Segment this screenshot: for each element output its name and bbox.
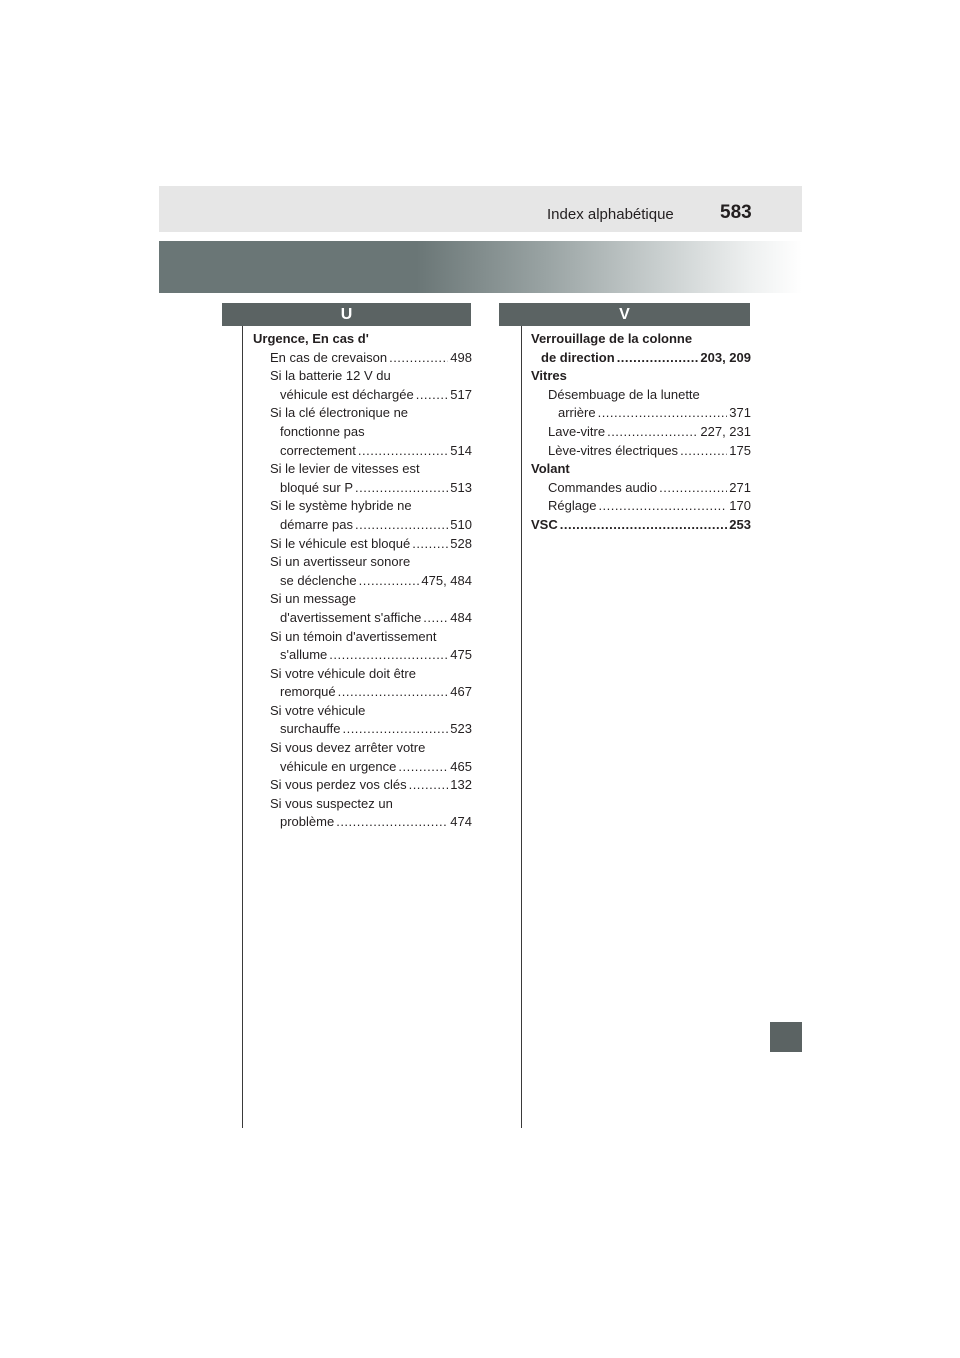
index-items-u [253, 349, 472, 832]
entry-text: Si un message [270, 591, 356, 607]
dot-leader [598, 497, 727, 516]
index-entry [253, 367, 472, 404]
page-ref: 484 [450, 609, 472, 625]
section-letter-v: V [499, 303, 750, 326]
page-ref: 203, 209 [700, 349, 751, 365]
dot-leader [336, 813, 448, 832]
dot-leader [342, 720, 448, 739]
index-entry-leve-vitres [531, 442, 751, 461]
dot-leader [389, 349, 448, 368]
page-ref: 253 [729, 516, 751, 532]
entry-text: Si vous devez arrêter votre [270, 740, 426, 756]
dot-leader [617, 349, 699, 368]
dot-leader [607, 423, 698, 442]
entry-text: bloqué sur P [280, 479, 353, 495]
page-ref: 175 [729, 442, 751, 458]
page-ref: 132 [450, 777, 472, 793]
entry-text: s'allume [280, 647, 328, 663]
entry-text: Si un témoin d'avertissement [270, 628, 437, 644]
index-entry [253, 776, 472, 795]
header-bar [159, 186, 802, 232]
page-ref: 513 [450, 479, 472, 495]
index-entry [253, 404, 472, 460]
index-column-u [253, 330, 472, 832]
entry-text: Lève-vitres électriques [548, 442, 679, 458]
page-ref: 528 [450, 535, 472, 551]
leader-line [270, 646, 472, 665]
entry-text: Si le véhicule est bloqué [270, 535, 411, 551]
index-entry [253, 702, 472, 739]
leader-line [270, 720, 472, 739]
index-heading-vitres: Vitres [531, 368, 567, 384]
index-entry-commandes-audio [531, 479, 751, 498]
leader-line [270, 758, 472, 777]
index-entry [253, 590, 472, 627]
entry-text: VSC [531, 516, 558, 532]
leader-line [270, 442, 472, 461]
index-entry [253, 535, 472, 554]
index-entry-verrouillage [531, 330, 751, 367]
dot-leader [680, 442, 727, 461]
page-ref: 227, 231 [700, 423, 751, 439]
index-heading-volant: Volant [531, 461, 570, 477]
dot-leader [659, 479, 727, 498]
entry-text: correctement [280, 442, 356, 458]
index-entry [253, 349, 472, 368]
column-rule-v [521, 326, 522, 1128]
entry-text: Désembuage de la lunette [548, 386, 700, 402]
entry-text: d'avertissement s'affiche [280, 609, 422, 625]
entry-text: véhicule est déchargée [280, 386, 414, 402]
page-ref: 271 [729, 479, 751, 495]
page-ref: 475 [450, 647, 472, 663]
entry-text: Verrouillage de la colonne [531, 331, 693, 346]
entry-text: de direction [541, 349, 615, 365]
section-letter-u: U [222, 303, 471, 326]
entry-text: Réglage [548, 498, 597, 514]
leader-line [270, 479, 472, 498]
entry-text: Si un avertisseur sonore [270, 554, 411, 570]
leader-line [548, 404, 751, 423]
entry-text: Si vous perdez vos clés [270, 777, 407, 793]
leader-line [270, 683, 472, 702]
dot-leader [359, 572, 420, 591]
index-entry [253, 628, 472, 665]
chapter-tab [770, 1022, 802, 1052]
dot-leader [329, 646, 448, 665]
leader-line [270, 813, 472, 832]
entry-text: Si vous suspectez un [270, 795, 393, 811]
page-ref: 523 [450, 721, 472, 737]
dot-leader [355, 516, 448, 535]
entry-text: Si votre véhicule doit être [270, 665, 416, 681]
leader-line [270, 349, 472, 368]
entry-text: fonctionne pas [280, 423, 365, 439]
page-ref: 475, 484 [421, 572, 472, 588]
dot-leader [338, 683, 449, 702]
index-entry [253, 553, 472, 590]
page-ref: 371 [729, 405, 751, 421]
entry-text: Si le levier de vitesses est [270, 461, 420, 477]
dot-leader [355, 479, 448, 498]
entry-text: remorqué [280, 684, 336, 700]
dot-leader [412, 535, 448, 554]
index-entry [253, 739, 472, 776]
index-entry-reglage [531, 497, 751, 516]
dot-leader [560, 516, 728, 535]
entry-text: Si la batterie 12 V du [270, 368, 391, 384]
entry-text: problème [280, 814, 335, 830]
leader-line [270, 535, 472, 554]
entry-text: Lave-vitre [548, 423, 606, 439]
index-column-v [531, 330, 751, 535]
leader-line [270, 516, 472, 535]
index-entry-desembuage [531, 386, 751, 423]
dot-leader [398, 758, 448, 777]
page-ref: 170 [729, 498, 751, 514]
entry-text: En cas de crevaison [270, 349, 388, 365]
leader-line [531, 349, 751, 368]
entry-text: véhicule en urgence [280, 758, 397, 774]
entry-text: surchauffe [280, 721, 341, 737]
index-entry [253, 795, 472, 832]
dot-leader [598, 404, 728, 423]
page-ref: 474 [450, 814, 472, 830]
leader-line [270, 572, 472, 591]
dot-leader [416, 386, 449, 405]
dot-leader [409, 776, 449, 795]
entry-text: se déclenche [280, 572, 357, 588]
page-ref: 514 [450, 442, 472, 458]
page-ref: 510 [450, 516, 472, 532]
entry-text: démarre pas [280, 516, 353, 532]
page-ref: 467 [450, 684, 472, 700]
index-heading-urgence: Urgence, En cas d' [253, 331, 369, 346]
leader-line [270, 609, 472, 628]
index-entry [253, 665, 472, 702]
column-rule-u [242, 326, 243, 1128]
index-entry-lave-vitre [531, 423, 751, 442]
dot-leader [423, 609, 448, 628]
decorative-band [159, 241, 802, 293]
page-ref: 517 [450, 386, 472, 402]
page-ref: 498 [450, 349, 472, 365]
entry-text: Commandes audio [548, 479, 658, 495]
entry-text: Si votre véhicule [270, 702, 366, 718]
leader-line [270, 776, 472, 795]
index-entry [253, 460, 472, 497]
entry-text: arrière [558, 405, 596, 421]
page-ref: 465 [450, 758, 472, 774]
entry-text: Si la clé électronique ne [270, 405, 409, 421]
index-entry-vsc [531, 516, 751, 535]
page-number: 583 [720, 202, 752, 223]
entry-text: Si le système hybride ne [270, 498, 412, 514]
dot-leader [358, 442, 448, 461]
leader-line [270, 386, 472, 405]
header-title: Index alphabétique [547, 206, 674, 223]
index-entry [253, 497, 472, 534]
